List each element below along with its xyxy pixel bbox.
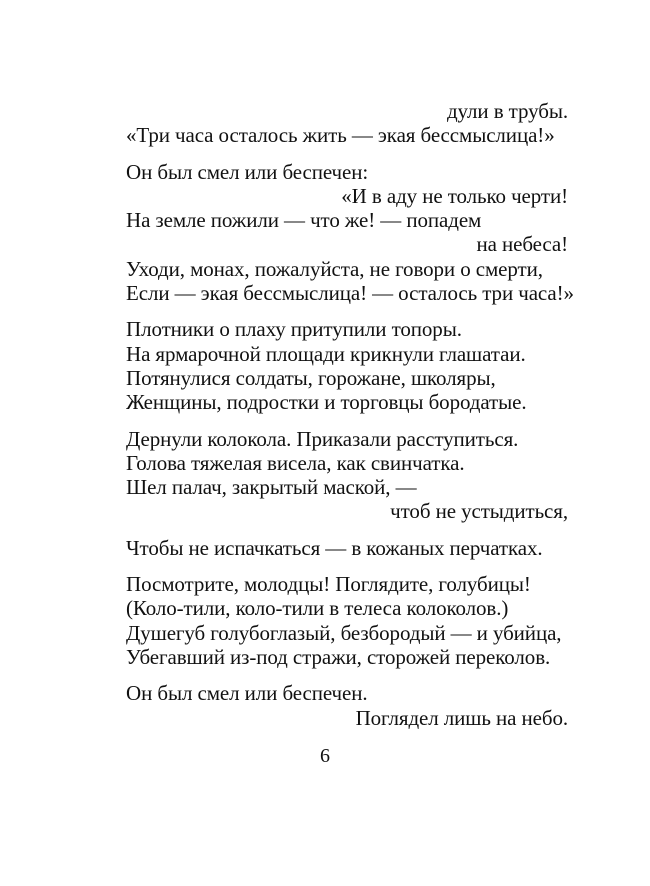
poem-line: дули в трубы. (446, 99, 568, 123)
poem-line: Голова тяжелая висела, как свинчатка. (126, 450, 465, 475)
poem-line: Шел палач, закрытый маской, — (126, 475, 417, 500)
poem-line: Потянулися солдаты, горожане, школяры, (126, 365, 496, 390)
stanza (126, 536, 568, 560)
poem-line: Дернули колокола. Приказали расступиться. (126, 426, 519, 451)
poem-line: «И в аду не только черти! (341, 183, 568, 208)
poem-line: «Три часа осталось жить — экая бессмыслица!» (126, 123, 555, 148)
poem-line: Душегуб голубоглазый, безбородый — и убийца, (126, 620, 562, 645)
poem-line: Поглядел лишь на небо. (355, 705, 568, 730)
poem-line: Женщины, подростки и торговцы бородатые. (126, 390, 527, 415)
poem-line: Он был смел или беспечен: (126, 159, 369, 184)
stanza (126, 159, 574, 306)
stanza (126, 572, 568, 669)
poem-line: Посмотрите, молодцы! Поглядите, голубицы! (126, 572, 531, 597)
poem-text (126, 99, 574, 742)
stanza (126, 427, 568, 524)
stanza (126, 317, 568, 414)
poem-line: Уходи, монах, пожалуйста, не говори о смерти, (126, 256, 543, 281)
poem-line: Если — экая бессмыслица! — осталось три часа!» (126, 281, 574, 306)
stanza (126, 681, 568, 730)
poem-line: На земле пожили — что же! — попадем (126, 208, 482, 233)
poem-line: чтоб не устыдиться, (390, 499, 568, 524)
poem-line: на небеса! (476, 232, 568, 257)
poem-line: (Коло-тили, коло-тили в телеса колоколов.) (126, 596, 509, 621)
poem-line: Он был смел или беспечен. (126, 681, 368, 706)
poem-line: Убегавший из-под стражи, сторожей переколов. (126, 644, 551, 669)
stanza (126, 99, 568, 148)
poem-line: На ярмарочной площади крикнули глашатаи. (126, 341, 526, 366)
page-number: 6 (320, 745, 330, 767)
poem-line: Чтобы не испачкаться — в кожаных перчатках. (126, 535, 543, 560)
poem-line: Плотники о плаху притупили топоры. (126, 317, 462, 342)
